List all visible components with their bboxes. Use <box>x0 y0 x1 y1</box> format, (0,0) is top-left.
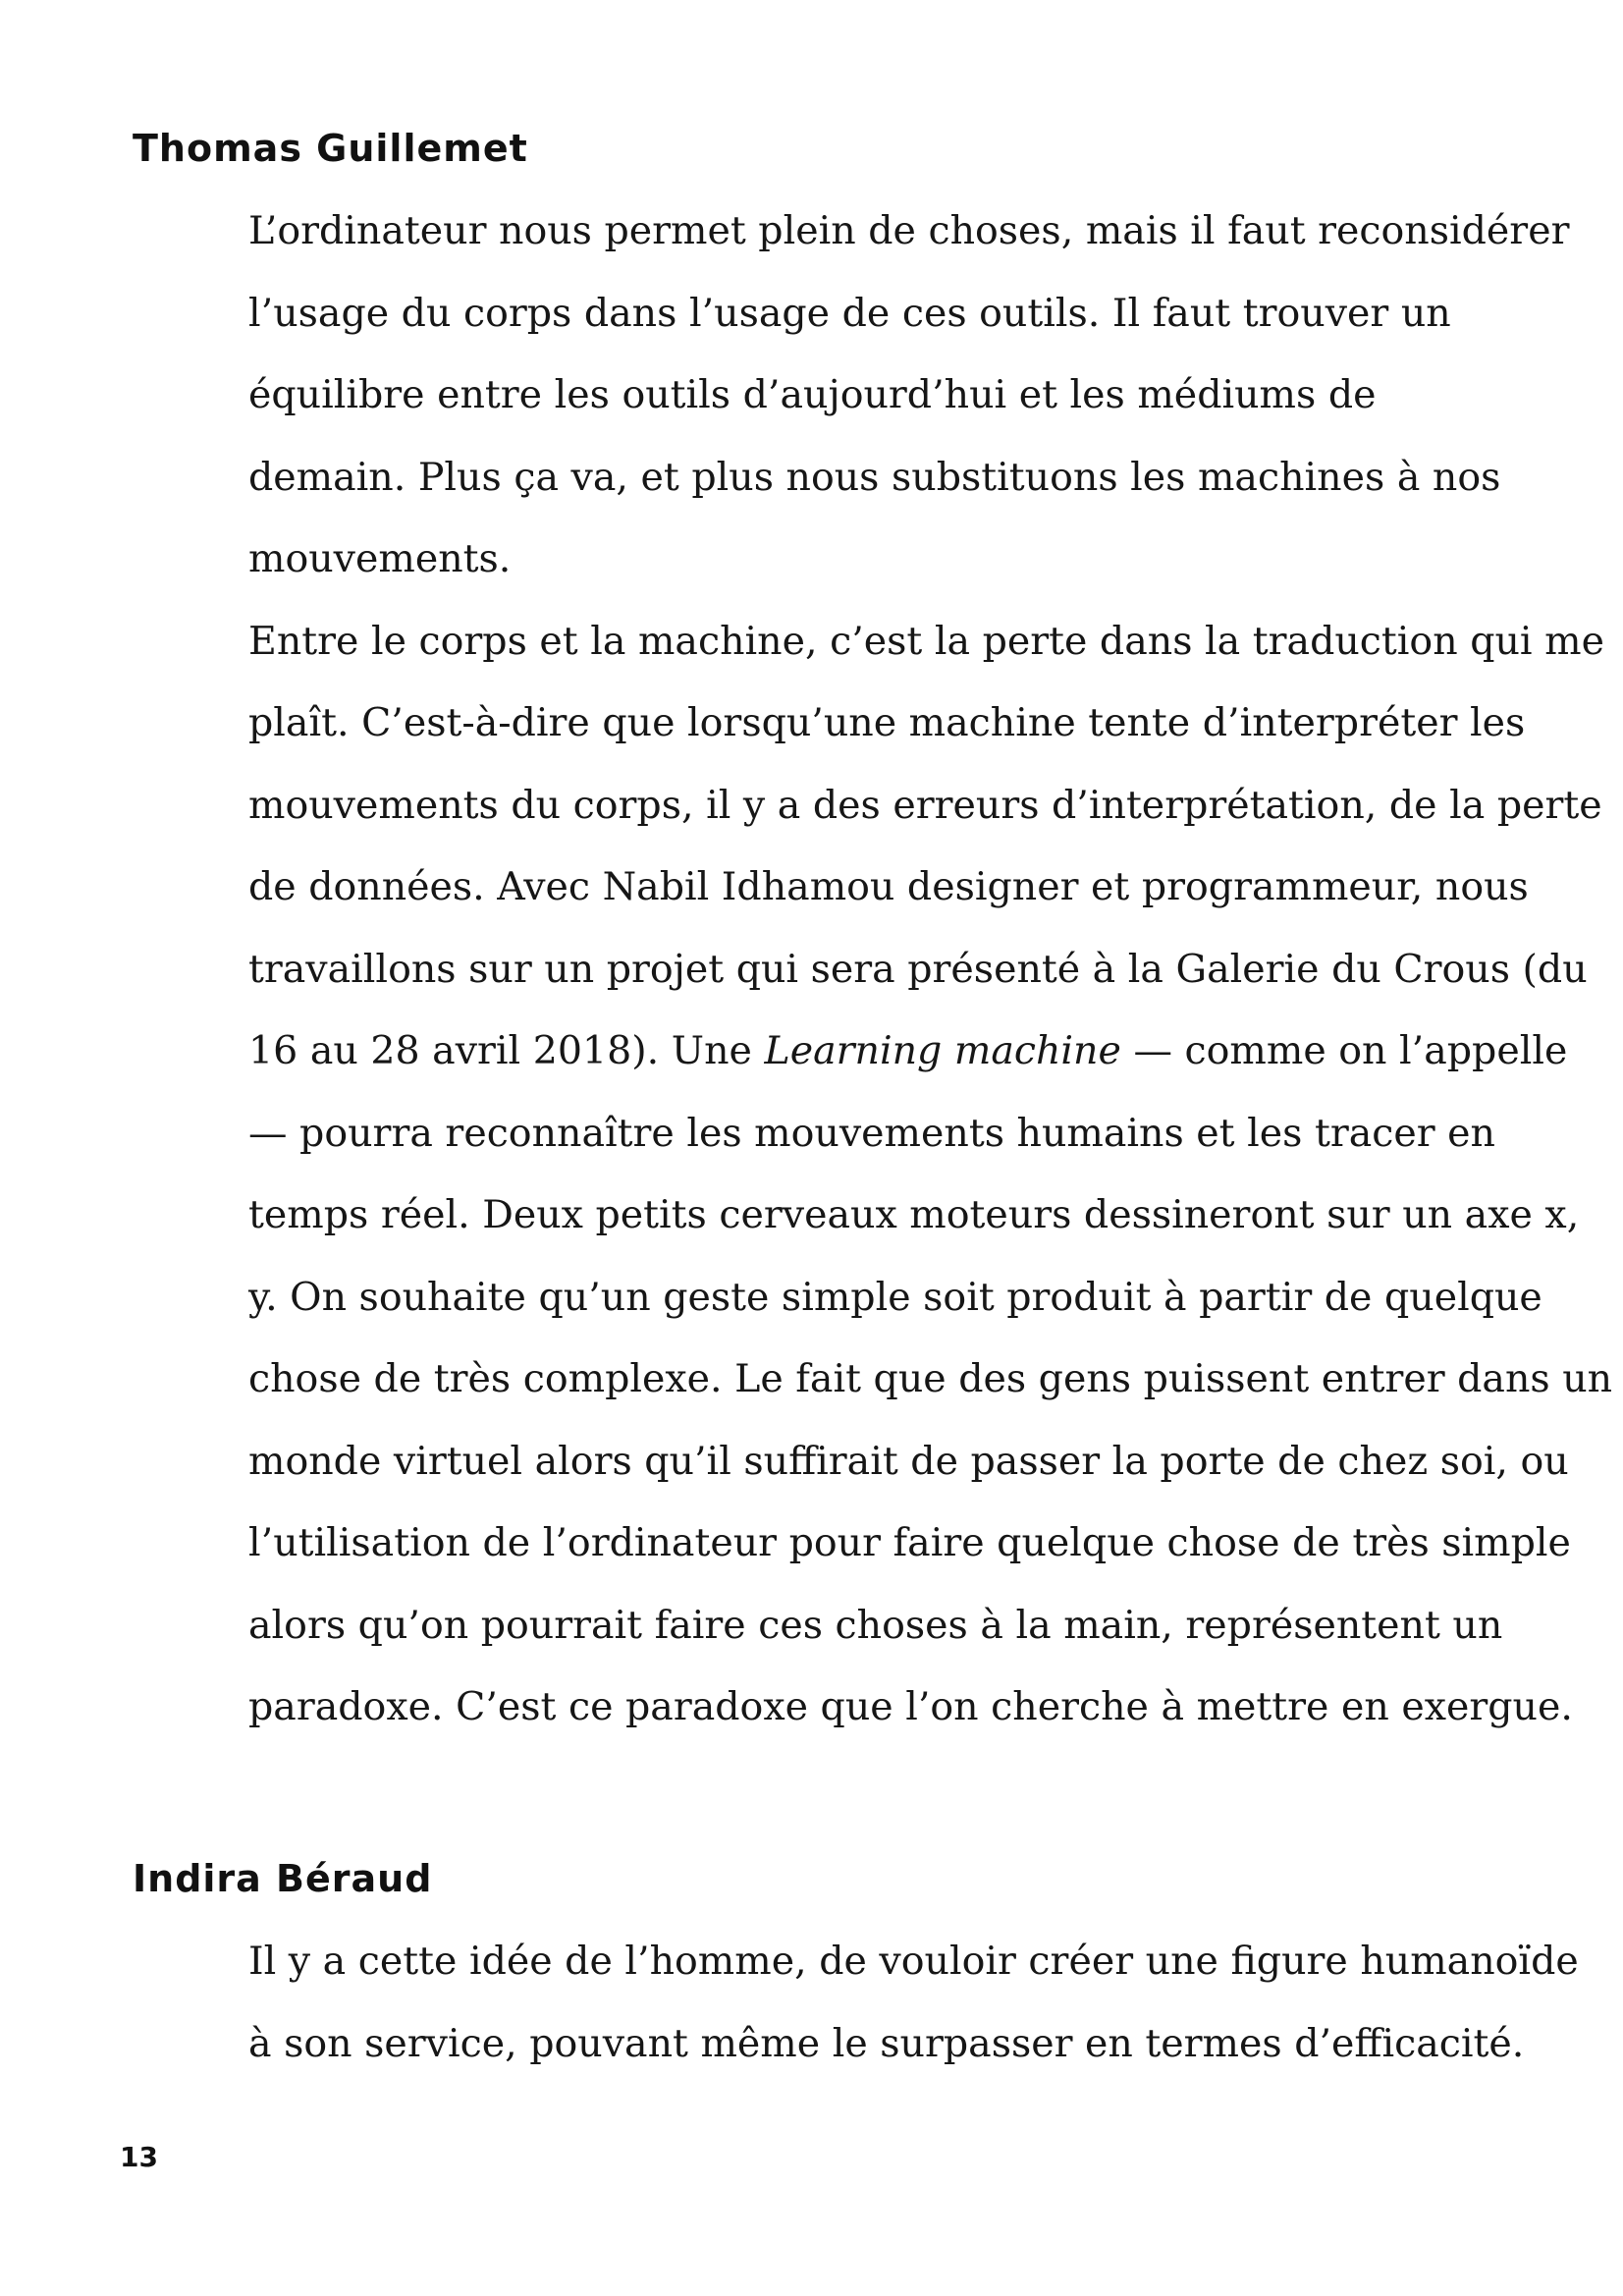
text-line: travaillons sur un projet qui sera présenté à la Galerie du Crous (du <box>248 946 1588 992</box>
text-line: Entre le corps et la machine, c’est la perte dans la traduction qui me <box>248 618 1604 664</box>
text-line: équilibre entre les outils d’aujourd’hui et les médiums de <box>248 372 1377 417</box>
page-number: 13 <box>120 2141 158 2173</box>
text-line: mouvements du corps, il y a des erreurs d’interprétation, de la perte <box>248 782 1602 828</box>
text-run: — comme on l’appelle <box>1120 1028 1568 1073</box>
speech-block-indira-beraud <box>248 1921 1579 2085</box>
text-line: mouvements. <box>248 536 512 581</box>
text-line: L’ordinateur nous permet plein de choses, mais il faut reconsidérer <box>248 208 1570 253</box>
speech-block-thomas-guillemet <box>248 191 1613 1749</box>
italic-term: Learning machine <box>764 1028 1121 1073</box>
speaker-name-indira-beraud: Indira Béraud <box>133 1857 433 1900</box>
paragraph <box>248 601 1613 1749</box>
text-line: plaît. C’est-à-dire que lorsqu’une machine tente d’interpréter les <box>248 700 1526 745</box>
text-line: l’utilisation de l’ordinateur pour faire quelque chose de très simple <box>248 1520 1571 1565</box>
paragraph <box>248 1921 1579 2085</box>
text-line: — pourra reconnaître les mouvements humains et les tracer en <box>248 1110 1495 1156</box>
text-line-with-italic <box>248 1011 1568 1093</box>
paragraph <box>248 191 1570 601</box>
text-line: de données. Avec Nabil Idhamou designer et programmeur, nous <box>248 864 1529 909</box>
text-line: monde virtuel alors qu’il suffirait de passer la porte de chez soi, ou <box>248 1438 1569 1484</box>
speaker-name-thomas-guillemet: Thomas Guillemet <box>133 127 528 170</box>
text-line: demain. Plus ça va, et plus nous substituons les machines à nos <box>248 454 1501 500</box>
text-line: paradoxe. C’est ce paradoxe que l’on cherche à mettre en exergue. <box>248 1684 1573 1729</box>
text-line: l’usage du corps dans l’usage de ces outils. Il faut trouver un <box>248 290 1451 336</box>
text-line: chose de très complexe. Le fait que des gens puissent entrer dans un <box>248 1356 1613 1401</box>
text-line: y. On souhaite qu’un geste simple soit produit à partir de quelque <box>248 1274 1542 1320</box>
text-line: à son service, pouvant même le surpasser en termes d’efficacité. <box>248 2020 1525 2066</box>
text-run: 16 au 28 avril 2018). Une <box>248 1028 765 1073</box>
text-line: alors qu’on pourrait faire ces choses à la main, représentent un <box>248 1602 1503 1648</box>
text-line: temps réel. Deux petits cerveaux moteurs dessineront sur un axe x, <box>248 1192 1580 1237</box>
text-line: Il y a cette idée de l’homme, de vouloir créer une figure humanoïde <box>248 1939 1579 1984</box>
